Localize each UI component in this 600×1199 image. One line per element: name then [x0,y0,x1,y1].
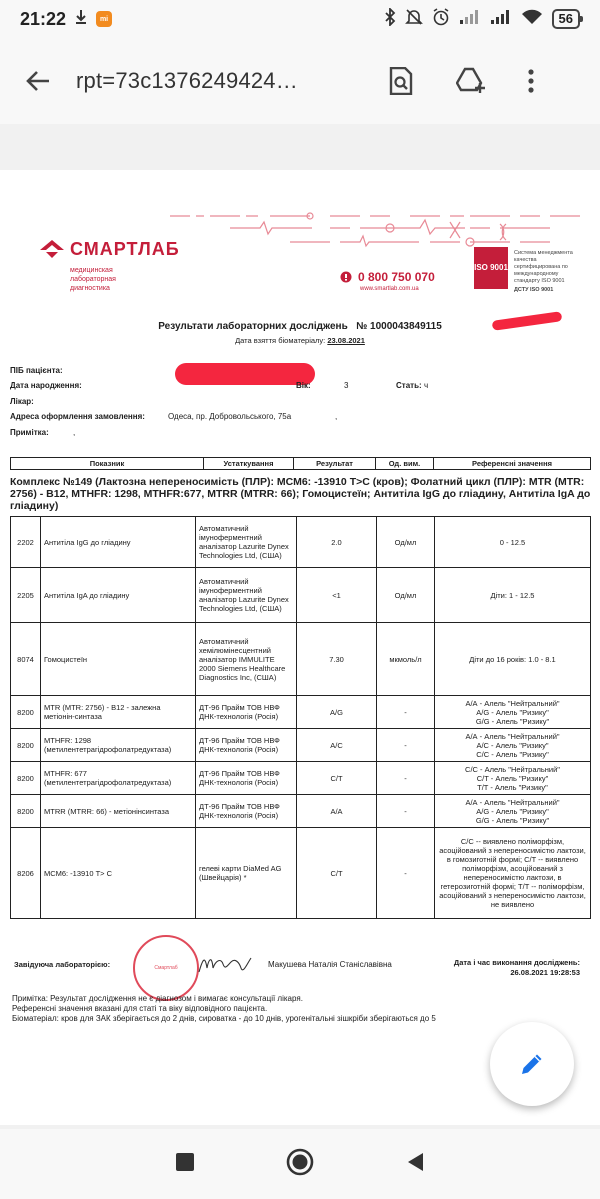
lab-name: СМАРТЛАБ [70,238,180,259]
footer-notes [12,994,587,1024]
row-equipment: ДТ-96 Прайм ТОВ НВФ ДНК-технологія (Росія) [196,762,297,795]
row-reference: C/C -- виявлено поліморфізм, асоційований з непереносимістю лактози, в гомозиготній формі; C/T -- виявлено поліморфізм, асоційований з непереносимістю лактози, в гетерозиготній формі; T/T -- поліморфізм, асоційований з непереносимістю лактози, не виявлено [435,828,591,919]
more-options-button[interactable] [506,38,556,124]
row-equipment: ДТ-96 Прайм ТОВ НВФ ДНК-технологія (Росія) [196,795,297,828]
row-unit: - [377,762,435,795]
download-icon [74,9,88,30]
footer-note-1: Примітка: Результат дослідження не є діагнозом і вимагає консультації лікаря. [12,994,303,1003]
address-value: Одеса, пр. Добровольського, 75а [168,412,292,421]
address-separator: , [335,412,338,421]
iso-dstu: ДСТУ ISO 9001 [514,287,554,293]
mute-icon [405,8,423,31]
alarm-icon [432,8,450,31]
row-equipment: Автоматичний імуноферментний аналізатор Lazurite Dynex Technologies Ltd, (США) [196,517,297,568]
results-table [10,516,591,919]
row-unit: - [377,696,435,729]
note-label: Примітка: [10,428,49,437]
app-bar [0,38,600,124]
table-row [11,696,591,729]
row-code: 2202 [11,517,41,568]
table-row [11,517,591,568]
row-reference: А/А - Алель "Нейтральний" A/C - Алель "Ризику" C/C - Алель "Ризику" [435,729,591,762]
lab-stamp: Смартлаб [133,935,199,1001]
row-unit: Од/мл [377,517,435,568]
row-equipment: Автоматичний хемілюмінесцентний аналізатор IMMULITE 2000 Siemens Healthcare Diagnostics Inc, (США) [196,623,297,696]
row-result: A/G [297,696,377,729]
table-row [11,828,591,919]
footer-note-2: Референсні значення вказані для статі та віку відповідного пацієнта. [12,1004,268,1013]
sex-value: ч [424,381,429,390]
row-code: 8200 [11,696,41,729]
table-row [11,729,591,762]
report-number: 1000043849115 [370,321,442,332]
bluetooth-icon [384,8,396,31]
col-header-result: Результат [294,458,376,470]
more-vert-icon [528,69,534,93]
row-reference: C/C - Алель "Нейтральний" C/T - Алель "Ризику" T/T - Алель "Ризику" [435,762,591,795]
home-circle-icon [285,1147,315,1177]
search-in-pdf-button[interactable] [366,38,436,124]
smartlab-logo-icon [38,238,66,260]
row-indicator: MTRR (MTRR: 66) - метіонінсинтаза [41,795,196,828]
row-reference: Діти: 1 - 12.5 [435,568,591,623]
row-result: <1 [297,568,377,623]
head-label: Завідуюча лабораторією: [14,960,111,969]
row-unit: Од/мл [377,568,435,623]
dob-label: Дата народження: [10,381,82,390]
note-value: , [73,428,76,437]
signal-icon-2 [490,9,512,30]
mi-app-icon: mi [96,11,112,27]
row-result: A/C [297,729,377,762]
row-indicator: Антитіла IgA до гліадину [41,568,196,623]
row-unit: мкмоль/л [377,623,435,696]
results-header-table [10,457,591,470]
lab-subtitle: медицинская лабораторная диагностика [70,267,116,292]
col-header-equipment: Устаткування [204,458,294,470]
table-row [11,568,591,623]
back-button[interactable] [0,38,76,124]
edit-fab-button[interactable] [490,1022,574,1106]
row-result: C/T [297,762,377,795]
pdf-page[interactable] [0,170,600,1125]
add-to-drive-icon [456,67,486,95]
row-code: 2205 [11,568,41,623]
phone-number: 0 800 750 070 [358,270,435,284]
completion-date: Дата і час виконання досліджень: 26.08.2021 19:28:53 [453,958,580,977]
table-row [11,795,591,828]
age-label: Вік: [296,381,311,390]
col-header-indicator: Показник [11,458,204,470]
complex-title: Комплекс №149 (Лактозна непереносимість (ПЛР): МСМ6: -13910 T>C (кров); Фолатний цикл (ПЛР): MTR (MTR: 2756) - B12, MTHFR: 1298, MTHFR:677, MTRR (MTRR: 66); Гомоцистеїн; Антитіла IgG до гліадину, Антитіла IgA до гліадину) [10,476,591,512]
row-equipment: ДТ-96 Прайм ТОВ НВФ ДНК-технологія (Росія) [196,729,297,762]
row-indicator: MTR (MTR: 2756) - B12 - залежна метіонін-синтаза [41,696,196,729]
system-nav-bar [0,1129,600,1199]
url-title: rpt=73c1376249424… [76,68,298,93]
status-time: 21:22 [20,8,67,29]
table-row [11,762,591,795]
row-indicator: Гомоцистеїн [41,623,196,696]
add-to-drive-button[interactable] [436,38,506,124]
row-equipment: гелеві карти DiaMed AG (Швейцарія) * [196,828,297,919]
iso-description [514,250,584,294]
lab-site: www.smartlab.com.ua [360,286,419,292]
lab-phone [340,270,435,284]
doctor-label: Лікар: [10,397,34,406]
row-result: C/T [297,828,377,919]
edit-pencil-icon [519,1051,545,1077]
row-reference: 0 - 12.5 [435,517,591,568]
nav-back-button[interactable] [405,1151,425,1178]
redaction-mark [175,363,315,385]
row-code: 8074 [11,623,41,696]
back-arrow-icon [25,70,51,92]
phone-icon [340,271,352,283]
sample-date: Дата взяття біоматеріалу: 23.08.2021 [235,336,365,345]
row-indicator: MTHFR: 1298 (метилентетрагідрофолатредуктаза) [41,729,196,762]
row-equipment: ДТ-96 Прайм ТОВ НВФ ДНК-технологія (Росія) [196,696,297,729]
signal-icon [459,9,481,30]
col-header-unit: Од. вим. [376,458,434,470]
signature [197,952,267,976]
row-code: 8200 [11,762,41,795]
battery-indicator: 56 [552,9,580,29]
smartlab-logo [38,238,180,260]
wifi-icon [521,9,543,30]
footer-note-3: Біоматеріал: кров для ЗАК зберігається до 2 днів, сироватка - до 10 днів, урогенітальні зішкріби зберігаються до 5 [12,1014,436,1023]
row-unit: - [377,795,435,828]
row-code: 8200 [11,729,41,762]
report-title: Результати лабораторних досліджень № 1000043849115 [158,321,442,332]
row-reference: А/А - Алель "Нейтральний" A/G - Алель "Ризику" G/G - Алель "Ризику" [435,795,591,828]
row-unit: - [377,828,435,919]
back-triangle-icon [405,1151,425,1173]
age-value: 3 [344,381,349,390]
row-unit: - [377,729,435,762]
row-indicator: МСМ6: -13910 T> C [41,828,196,919]
row-reference: Діти до 16 років: 1.0 - 8.1 [435,623,591,696]
row-result: 2.0 [297,517,377,568]
patient-name-label: ПІБ пацієнта: [10,366,63,375]
address-label: Адреса оформлення замовлення: [10,412,145,421]
row-code: 8206 [11,828,41,919]
row-reference: А/А - Алель "Нейтральний" A/G - Алель "Ризику" G/G - Алель "Ризику" [435,696,591,729]
col-header-reference: Референсні значення [434,458,591,470]
row-result: 7.30 [297,623,377,696]
status-bar [0,0,600,38]
stop-square-icon [175,1152,195,1172]
sex-label: Стать: [396,381,422,390]
row-indicator: Антитіла IgG до гліадину [41,517,196,568]
recents-button[interactable] [175,1152,195,1177]
row-indicator: MTHFR: 677 (метилентетрагідрофолатредуктаза) [41,762,196,795]
home-button[interactable] [285,1147,315,1182]
iso-mark: ISO 9001 [474,263,508,272]
row-code: 8200 [11,795,41,828]
pdf-search-icon [388,67,414,95]
row-result: A/A [297,795,377,828]
table-row [11,623,591,696]
signer-name: Макушева Наталія Станіславівна [268,960,392,969]
row-equipment: Автоматичний імуноферментний аналізатор Lazurite Dynex Technologies Ltd, (США) [196,568,297,623]
iso-badge [474,247,508,289]
iso-text: Система менеджмента качества сертифицирована по международному стандарту ISO 9001 [514,250,573,284]
